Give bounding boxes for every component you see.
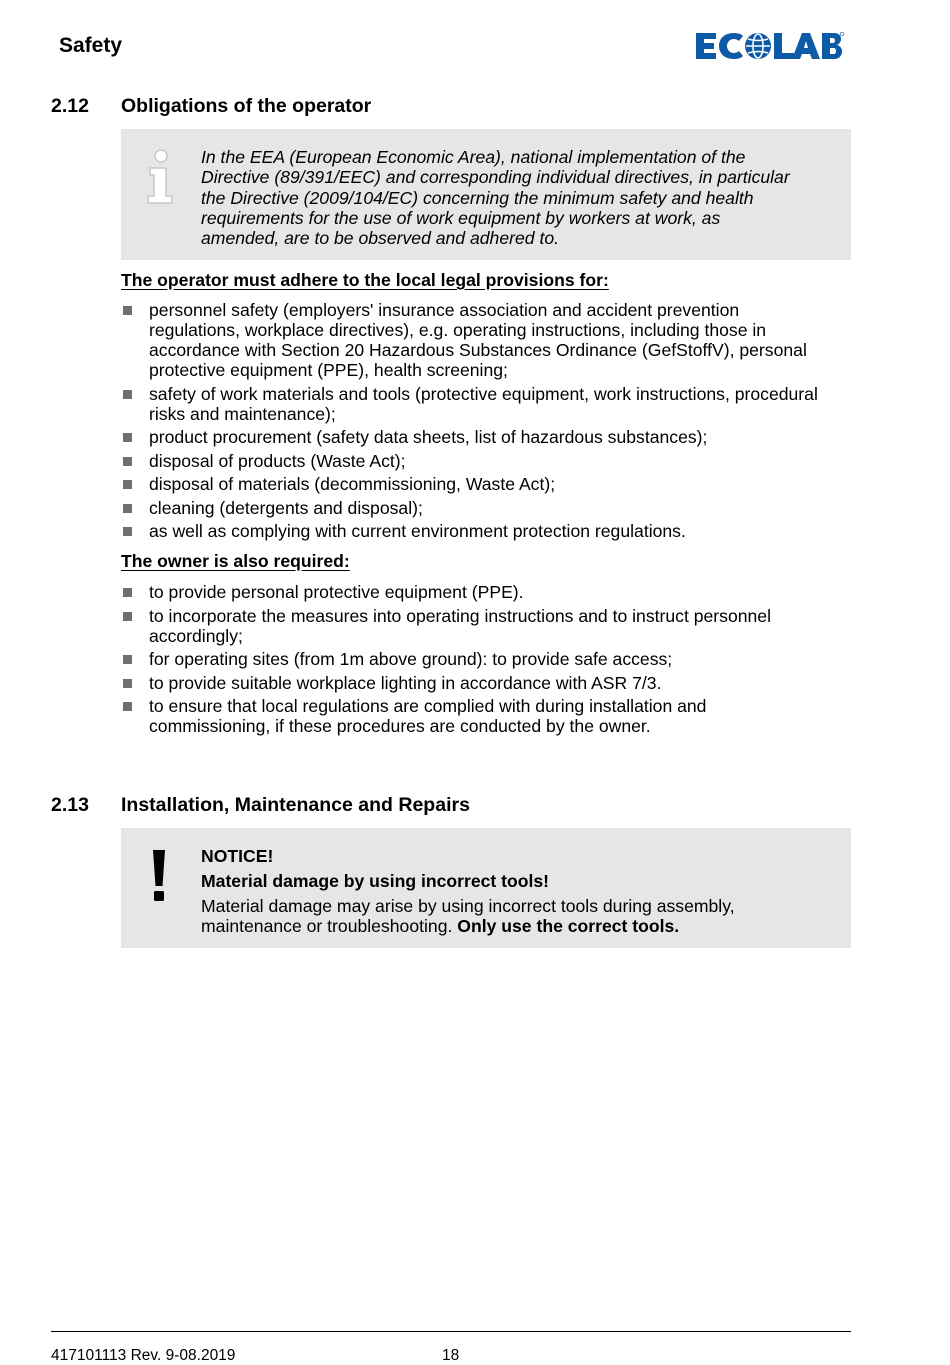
notice-title: NOTICE!: [201, 846, 274, 866]
page-header-title: Safety: [59, 34, 123, 57]
square-bullet-icon: [123, 612, 132, 621]
info-text: [201, 147, 831, 248]
square-bullet-icon: [123, 679, 132, 688]
list-item: as well as complying with current environment protection regulations.: [121, 521, 851, 541]
list-item: disposal of products (Waste Act);: [121, 451, 851, 471]
list-item: to provide suitable workplace lighting in accordance with ASR 7/3.: [121, 673, 851, 693]
list-item: to provide personal protective equipment (PPE).: [121, 582, 851, 602]
square-bullet-icon: [123, 702, 132, 711]
info-line: requirements for the use of work equipment by workers at work, as: [201, 207, 721, 228]
footer-divider: [51, 1331, 851, 1332]
list-item: personnel safety (employers' insurance association and accident prevention regulations, workplace directives), e.g. operating instructions, including those in accordance with Section 20 Hazardous Substances Ordinance (GefStoffV), personal protective equipment (PPE), health screening;: [121, 300, 851, 380]
info-line: the Directive (2009/104/EC) concerning the minimum safety and health: [201, 187, 754, 208]
list-item: product procurement (safety data sheets, list of hazardous substances);: [121, 427, 851, 447]
notice-box: [121, 828, 851, 948]
info-line: Directive (89/391/EEC) and corresponding individual directives, in particular: [201, 167, 790, 188]
list-item: safety of work materials and tools (protective equipment, work instructions, procedural risks and maintenance);: [121, 384, 851, 424]
square-bullet-icon: [123, 390, 132, 399]
square-bullet-icon: [123, 588, 132, 597]
square-bullet-icon: [123, 306, 132, 315]
notice-subtitle: Material damage by using incorrect tools!: [201, 871, 550, 891]
footer-page-number: 18: [442, 1347, 460, 1364]
list-item: for operating sites (from 1m above ground): to provide safe access;: [121, 649, 851, 669]
footer-document-reference: 417101113 Rev. 9-08.2019: [51, 1347, 236, 1364]
notice-body: Material damage may arise by using incorrect tools during assembly, maintenance or troubleshooting. Only use the correct tools.: [201, 896, 735, 936]
info-line: In the EEA (European Economic Area), national implementation of the: [201, 147, 746, 167]
owner-requirements-list: [121, 582, 851, 740]
ecolab-logo: [694, 30, 844, 62]
info-line: amended, are to be observed and adhered to.: [201, 228, 560, 249]
square-bullet-icon: [123, 457, 132, 466]
square-bullet-icon: [123, 504, 132, 513]
square-bullet-icon: [123, 480, 132, 489]
square-bullet-icon: [123, 655, 132, 664]
info-box: [121, 129, 851, 260]
list-item: to incorporate the measures into operating instructions and to instruct personnel accordingly;: [121, 606, 851, 646]
list-item: to ensure that local regulations are complied with during installation and commissioning, if these procedures are conducted by the owner.: [121, 696, 851, 736]
notice-emphasis: Only use the correct tools.: [457, 916, 680, 936]
notice-content: [201, 846, 841, 936]
section-number: 2.12: [51, 95, 89, 117]
info-icon: [145, 149, 175, 205]
section-number: 2.13: [51, 794, 89, 816]
owner-subheading: The owner is also required:: [121, 551, 350, 571]
operator-subheading: The operator must adhere to the local legal provisions for:: [121, 270, 609, 290]
exclamation-icon: [151, 850, 167, 902]
square-bullet-icon: [123, 433, 132, 442]
list-item: cleaning (detergents and disposal);: [121, 498, 851, 518]
operator-obligations-list: [121, 300, 851, 545]
section-title: Obligations of the operator: [121, 95, 372, 117]
section-title: Installation, Maintenance and Repairs: [121, 794, 470, 816]
list-item: disposal of materials (decommissioning, Waste Act);: [121, 474, 851, 494]
square-bullet-icon: [123, 527, 132, 536]
